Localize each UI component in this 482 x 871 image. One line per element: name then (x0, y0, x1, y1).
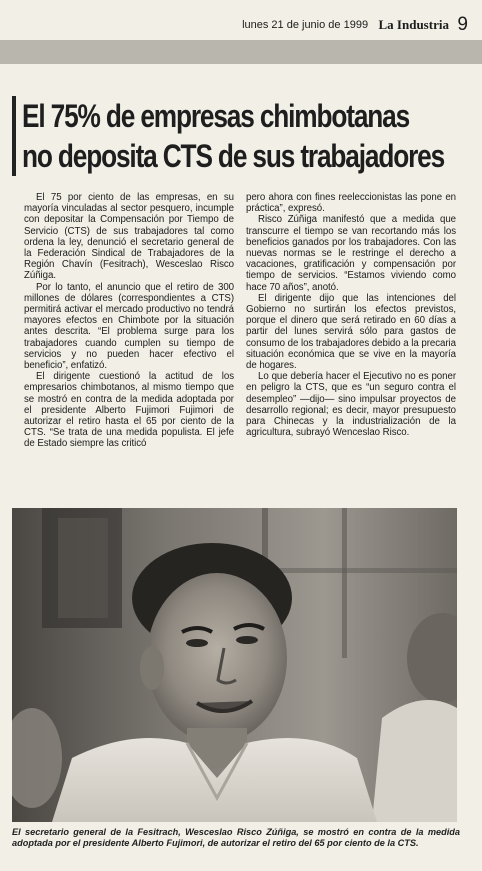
article-body (24, 192, 460, 502)
article-paragraph: Risco Zúñiga manifestó que a medida que transcurre el tiempo se van recortando más los beneficios ganados por los trabajadores. Con las nuevas normas se le restringe el derecho a vacaciones, gratificación y compensación por tiempo de servicios. “Estamos viviendo como hace 70 años”, anotó. (246, 214, 456, 293)
article-paragraph: El 75 por ciento de las empresas, en su mayoría vinculadas al sector pesquero, incumple con depositar la Compensación por Tiempo de Servicio (CTS) de sus trabajadores tal como ordena la ley, denunció el secretario general de la Federación Sindical de Trabajadores de la Región Chavín (Fesitrach), Wesceslao Risco Zúñiga. (24, 192, 234, 282)
article-paragraph: Por lo tanto, el anuncio que el retiro de 300 millones de dólares (correspondientes a CTS) permitirá activar el mercado productivo no tendrá mayores efectos en Chimbote por la situación antes descrita. “El problema surge para los trabajadores cuando cumplen su tiempo de servicios y no pueden hacer efectivo el beneficio”, enfatizó. (24, 281, 234, 372)
article-photo (12, 508, 457, 822)
newspaper-name: La Industria (378, 17, 449, 32)
article-paragraph: El dirigente dijo que las intenciones del Gobierno no surtirán los efectos previstos, porque el dinero que será retirado en 60 días a partir del lunes servirá sólo para gastos de consumo de los trabajadores debido a la precaria situación económica que se vive en la mayoría de hogares. (246, 292, 456, 372)
headline-line-2: no deposita CTS de sus trabajadores (22, 138, 445, 174)
page-header (0, 14, 468, 36)
photo-caption: El secretario general de la Fesitrach, Wesceslao Risco Zúñiga, se mostró en contra de la medida adoptada por el presidente Alberto Fujimori, de autorizar el retiro del 65 por ciento de la CTS. (12, 827, 460, 848)
page-number: 9 (457, 14, 468, 35)
article-column-2 (246, 192, 456, 502)
article-paragraph: El dirigente cuestionó la actitud de los empresarios chimbotanos, al mismo tiempo que se mostró en contra de la medida adoptada por el presidente Alberto Fujimori Fujimori de autorizar el retiro hasta el 65 por ciento de la CTS. “Se trata de una medida populista. El jefe de Estado siempre las criticó (24, 371, 234, 450)
article-column-1 (24, 192, 234, 502)
article-paragraph: pero ahora con fines reeleccionistas las pone en práctica”, expresó. (246, 192, 456, 215)
article-paragraph: Lo que debería hacer el Ejecutivo no es poner en peligro la CTS, que es “un seguro contra el desempleo” —dijo— sino impulsar proyectos de desarrollo regional; es decir, mayor presupuesto para Chinecas y la industrialización de la agricultura, subrayó Wenceslao Risco. (246, 371, 456, 439)
article-headline (12, 96, 482, 176)
headline-line-1: El 75% de empresas chimbotanas (22, 98, 410, 134)
issue-date: lunes 21 de junio de 1999 (242, 19, 369, 31)
header-rule-bar (0, 40, 482, 64)
